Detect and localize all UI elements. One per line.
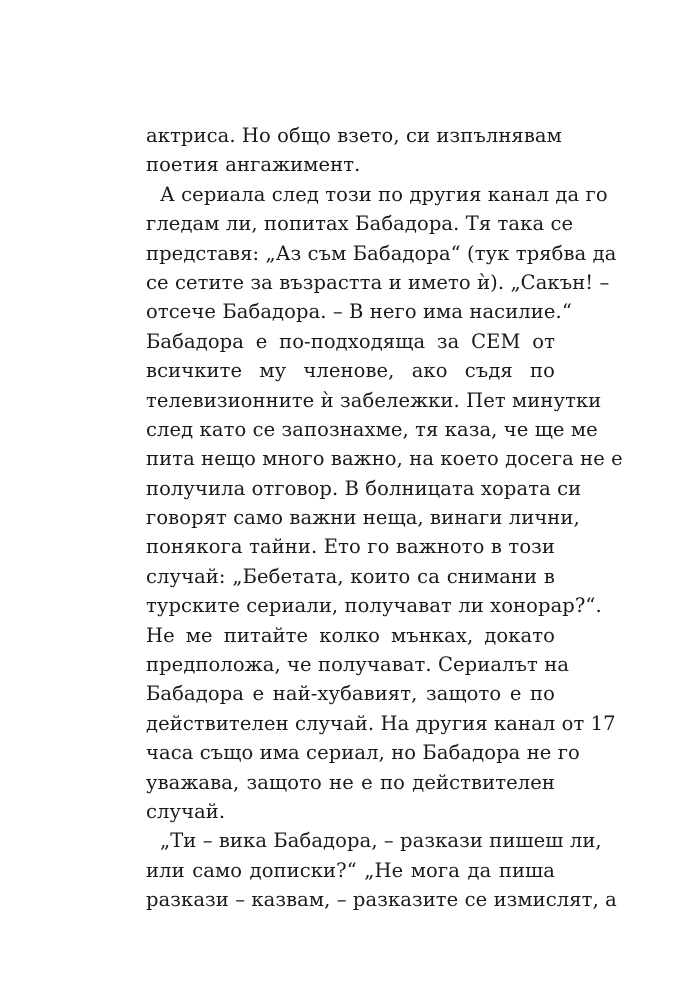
text-line: действителен случай. На другия канал от 17 (146, 711, 616, 735)
text-line: случай. (146, 799, 226, 823)
text-line: Не ме питайте колко мънках, докато (146, 623, 555, 647)
text-line: получила отговор. В болницата хората си (146, 476, 582, 500)
text-line: всичките му членове, ако съдя по (146, 359, 555, 383)
text-line: представя: „Аз съм Бабадора“ (тук трябва да (146, 241, 617, 265)
text-line: „Ти – вика Бабадора, – разкази пишеш ли, (160, 829, 602, 853)
text-line: се сетите за възрастта и името ѝ). „Сакън! – (146, 270, 610, 294)
text-line: уважава, защото не е по действителен (146, 770, 555, 794)
text-line: поетия ангажимент. (146, 153, 361, 177)
text-line: турските сериали, получават ли хонорар?“. (146, 594, 602, 618)
text-line: случай: „Бебетата, които са снимани в (146, 564, 555, 588)
text-line: Бабадора е по-подходяща за СЕМ от (146, 329, 555, 353)
text-line: часа също има сериал, но Бабадора не го (146, 741, 580, 765)
text-line: телевизионните ѝ забележки. Пет минутки (146, 388, 602, 412)
text-line: пита нещо много важно, на което досега не е (146, 447, 623, 471)
text-line: Бабадора е най-хубавият, защото е по (146, 682, 555, 706)
text-line: отсече Бабадора. – В него има насилие.“ (146, 300, 572, 324)
text-line: А сериала след този по другия канал да го (160, 182, 608, 206)
text-line: разкази – казвам, – разказите се измислят, а (146, 888, 617, 912)
text-line: след като се запознахме, тя каза, че ще ме (146, 417, 598, 441)
text-line: понякога тайни. Ето го важното в този (146, 535, 555, 559)
text-line: говорят само важни неща, винаги лични, (146, 506, 580, 530)
text-line: гледам ли, попитах Бабадора. Тя така се (146, 212, 574, 236)
body-text (146, 121, 623, 915)
text-line: предположа, че получават. Сериалът на (146, 653, 570, 677)
text-line: или само дописки?“ „Не мога да пиша (146, 858, 555, 882)
text-line: актриса. Но общо взето, си изпълнявам (146, 124, 562, 147)
